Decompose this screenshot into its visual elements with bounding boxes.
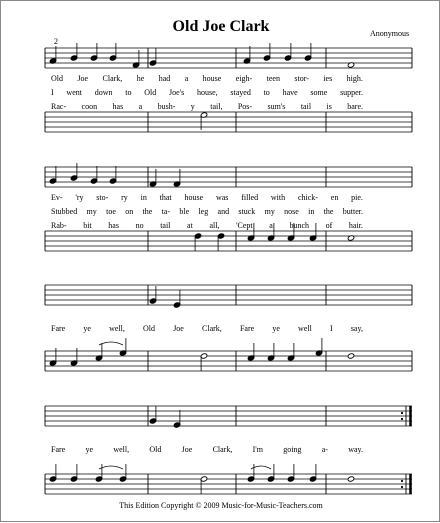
lyric-syllable: Old (149, 445, 162, 454)
lyric-syllable: with (270, 193, 286, 202)
lyric-syllable: supper. (340, 88, 363, 97)
lyric-syllable: a- (321, 445, 328, 454)
lyric-syllable: sto- (96, 193, 109, 202)
lyric-syllable: went (66, 88, 82, 97)
lyric-syllable: had (158, 74, 171, 83)
lyric-system-1-line-2 (51, 88, 363, 97)
lyric-syllable: sum's (267, 102, 286, 111)
lyric-syllable: tail (160, 221, 171, 230)
lyric-syllable: bush- (157, 102, 176, 111)
lyric-syllable: bit (83, 221, 92, 230)
lyric-syllable: my (264, 207, 275, 216)
repeat-dot (401, 418, 403, 420)
lyric-syllable: en (330, 193, 339, 202)
lyric-syllable: has (108, 221, 119, 230)
lyric-syllable: pie. (351, 193, 363, 202)
lyric-syllable: well, (113, 445, 130, 454)
lyric-syllable: 'ry (75, 193, 84, 202)
lyric-syllable: bare. (347, 102, 363, 111)
lyric-syllable: I (51, 88, 54, 97)
lyric-syllable: ies (323, 74, 333, 83)
lyric-syllable: tail (300, 102, 312, 111)
lyric-syllable: Stubbed (51, 207, 78, 216)
lyric-system-1-line-1 (51, 74, 363, 83)
measure-number: 2 (54, 37, 58, 46)
lyric-syllable: stuck (238, 207, 256, 216)
lyric-syllable: going (283, 445, 302, 454)
lyric-syllable: Old (51, 74, 63, 83)
lyric-syllable: and (217, 207, 230, 216)
lyric-system-1-line-3 (51, 102, 363, 111)
lyric-syllable: ble (179, 207, 190, 216)
lyric-syllable: Rac- (51, 102, 67, 111)
lyric-syllable: chick- (297, 193, 318, 202)
lyric-syllable: in (308, 207, 315, 216)
slur (99, 466, 123, 469)
lyric-syllable: Joe (181, 445, 193, 454)
lyric-syllable: 'Cept (236, 221, 253, 230)
lyric-syllable: Fare (51, 324, 66, 333)
lyric-syllable: bunch (289, 221, 309, 230)
lyric-syllable: house (202, 74, 222, 83)
lyric-syllable: down (94, 88, 113, 97)
lyric-syllable: tail, (210, 102, 223, 111)
lyric-syllable: Pos- (237, 102, 253, 111)
lyric-syllable: all, (209, 221, 220, 230)
lyric-syllable: Old (143, 324, 156, 333)
lyric-syllable: ry (121, 193, 128, 202)
lyric-syllable: he (136, 74, 145, 83)
half-note-head (347, 476, 354, 482)
lyric-syllable: stor- (294, 74, 309, 83)
lyric-syllable: Ev- (51, 193, 63, 202)
lyric-syllable: my (86, 207, 97, 216)
copyright-footer: This Edition Copyright © 2009 Music-for-Music-Teachers.com (119, 501, 323, 510)
lyric-syllable: Joe's (169, 88, 185, 97)
lyric-syllable: some (310, 88, 328, 97)
lyric-syllable: that (159, 193, 172, 202)
lyric-syllable: in (140, 193, 147, 202)
lyric-syllable: to (125, 88, 132, 97)
lyric-syllable: Clark, (102, 74, 123, 83)
lyric-syllable: stayed (230, 88, 251, 97)
lyric-syllable: a (138, 102, 143, 111)
lyric-syllable: at (187, 221, 193, 230)
lyric-syllable: toe (106, 207, 116, 216)
lyric-syllable: of (325, 221, 333, 230)
lyric-syllable: I (329, 324, 333, 333)
repeat-dot (401, 480, 403, 482)
lyric-syllable: have (282, 88, 298, 97)
lyric-system-2-line-2 (51, 207, 363, 216)
lyric-syllable: well, (109, 324, 125, 333)
lyric-syllable: coon (81, 102, 98, 111)
lyric-syllable: filled (241, 193, 259, 202)
lyric-syllable: leg (198, 207, 209, 216)
lyric-syllable: to (263, 88, 270, 97)
lyric-syllable: I'm (252, 445, 263, 454)
lyric-syllable: ye (272, 324, 280, 333)
lyric-system-4-line-1 (51, 445, 363, 454)
lyric-syllable: ye (83, 324, 91, 333)
lyric-syllable: Clark, (212, 445, 233, 454)
lyric-syllable: Rab- (51, 221, 67, 230)
lyric-syllable: way. (348, 445, 363, 454)
lyric-syllable: on (125, 207, 134, 216)
lyric-system-2-line-3 (51, 221, 363, 230)
lyric-syllable: nose (284, 207, 299, 216)
half-note-head (347, 353, 354, 359)
lyric-syllable: well (298, 324, 312, 333)
lyric-syllable: is (326, 102, 332, 111)
lyric-syllable: say, (350, 324, 363, 333)
slur (99, 342, 123, 345)
lyric-syllable: ta- (161, 207, 171, 216)
lyric-syllable: Fare (239, 324, 255, 333)
lyric-syllable: a (269, 221, 273, 230)
repeat-dot (401, 412, 403, 414)
lyric-syllable: house (184, 193, 204, 202)
lyric-syllable: y (190, 102, 195, 111)
lyric-system-2-line-1 (51, 193, 363, 202)
lyric-syllable: Clark, (202, 324, 222, 333)
lyric-syllable: no (135, 221, 144, 230)
lyric-syllable: Old (144, 88, 157, 97)
lyric-syllable: butter. (342, 207, 363, 216)
lyric-syllable: has (112, 102, 124, 111)
lyric-syllable: eigh- (235, 74, 253, 83)
lyric-syllable: house, (196, 88, 218, 97)
lyric-syllable: Joe (173, 324, 184, 333)
lyric-syllable: hair. (348, 221, 363, 230)
lyric-syllable: was (215, 193, 229, 202)
lyric-syllable: the (323, 207, 334, 216)
composer-credit: Anonymous (370, 29, 410, 38)
lyric-syllable: teen (266, 74, 280, 83)
lyric-syllable: Fare (51, 445, 66, 454)
repeat-dot (401, 486, 403, 488)
lyric-syllable: Joe (77, 74, 89, 83)
lyric-system-3-line-1 (51, 324, 363, 333)
lyric-syllable: high. (346, 74, 363, 83)
lyric-syllable: a (184, 74, 189, 83)
lyric-syllable: the (142, 207, 153, 216)
lyric-syllable: ye (85, 445, 94, 454)
song-title: Old Joe Clark (172, 18, 270, 35)
